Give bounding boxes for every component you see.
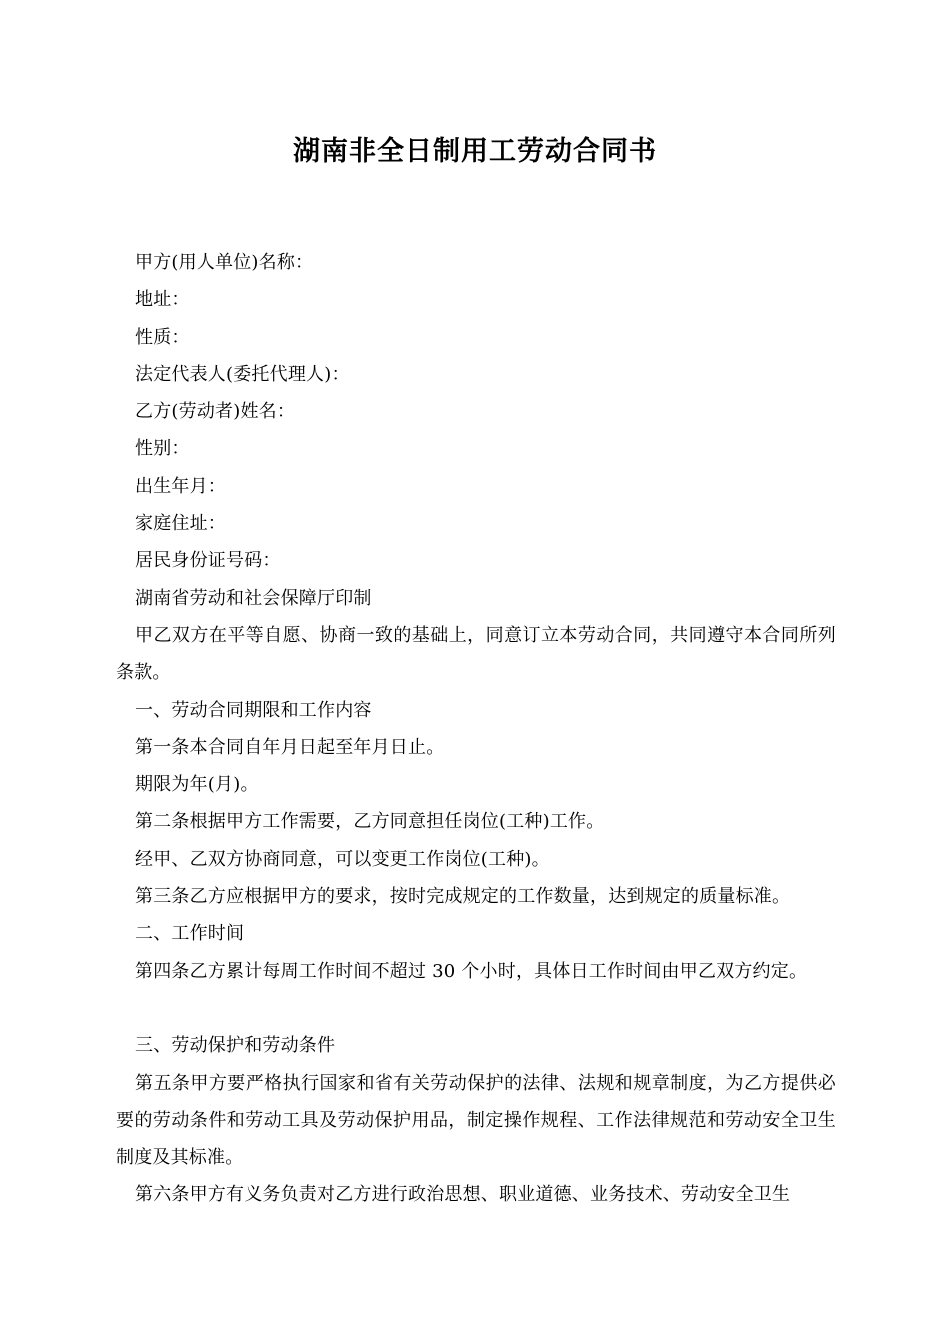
- printer-note: 湖南省劳动和社会保障厅印制: [135, 587, 372, 609]
- section-heading-2: 二、工作时间: [135, 923, 245, 945]
- field-id-number: 居民身份证号码：: [135, 550, 281, 572]
- field-legal-representative: 法定代表人(委托代理人)：: [135, 363, 350, 385]
- field-gender: 性别：: [135, 438, 190, 460]
- document-title: 湖南非全日制用工劳动合同书: [293, 136, 657, 167]
- article-6: 第六条甲方有义务负责对乙方进行政治思想、职业道德、业务技术、劳动安全卫生: [135, 1184, 791, 1206]
- field-employee-name: 乙方(劳动者)姓名：: [135, 401, 296, 423]
- field-birth-date: 出生年月：: [135, 475, 226, 497]
- field-address: 地址：: [135, 289, 190, 311]
- document-body: [116, 244, 836, 1214]
- article-1: 第一条本合同自年月日起至年月日止。: [135, 736, 445, 758]
- article-3: 第三条乙方应根据甲方的要求，按时完成规定的工作数量，达到规定的质量标准。: [135, 886, 791, 908]
- article-5: 第五条甲方要严格执行国家和省有关劳动保护的法律、法规和规章制度，为乙方提供必要的劳动条件和劳动工具及劳动保护用品，制定操作规程、工作法律规范和劳动安全卫生制度及其标准。: [116, 1072, 836, 1169]
- field-home-address: 家庭住址：: [135, 513, 226, 535]
- section-heading-1: 一、劳动合同期限和工作内容: [135, 699, 372, 721]
- field-employer-name: 甲方(用人单位)名称：: [135, 252, 314, 273]
- article-2: 第二条根据甲方工作需要，乙方同意担任岗位(工种)工作。: [135, 811, 605, 833]
- paragraph-spacer: [116, 990, 836, 1027]
- preamble-paragraph: 甲乙双方在平等自愿、协商一致的基础上，同意订立本劳动合同，共同遵守本合同所列条款。: [116, 624, 836, 684]
- section-heading-3: 三、劳动保护和劳动条件: [135, 1035, 336, 1057]
- field-nature: 性质：: [135, 326, 190, 348]
- article-2-change: 经甲、乙双方协商同意，可以变更工作岗位(工种)。: [135, 848, 550, 870]
- article-4: 第四条乙方累计每周工作时间不超过 30 个小时，具体日工作时间由甲乙双方约定。: [135, 960, 808, 982]
- article-1-term: 期限为年(月)。: [135, 774, 259, 796]
